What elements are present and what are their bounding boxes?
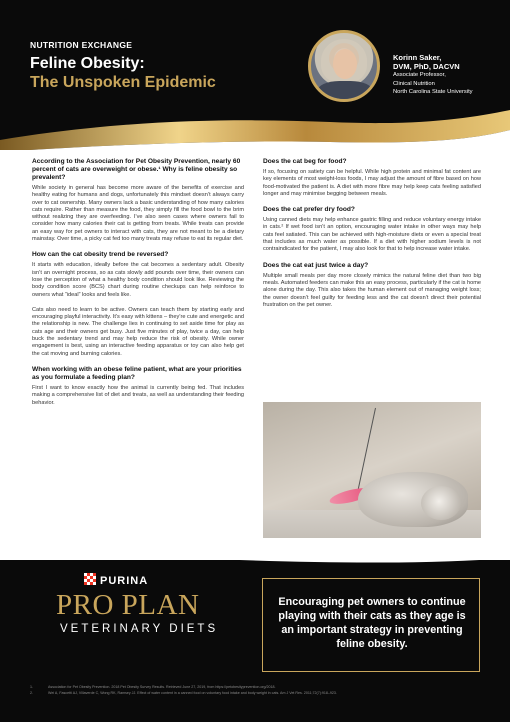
cat-head: [421, 486, 461, 520]
answer-5: Using canned diets may help enhance gastric filling and reduce voluntary energy intake in cats.² If wet food isn’t an option, encouraging water intake in other ways may help cats feel satiated. This can be achieved with high-moisture diets or even a special treat that includes as much water as possible. If a diet with higher sodium levels is not contraindicated for the patient, I may also look for that to help increase water intake.: [263, 217, 481, 253]
page-title-line2: The Unspoken Epidemic: [30, 74, 216, 91]
answer-3: First I want to know exactly how the animal is currently being fed. That includes making a comprehensive list of diet and treats, as well as understanding their feeding behavior.: [32, 384, 244, 406]
cat-playing-photo: [263, 402, 481, 558]
checkerboard-icon: [84, 573, 96, 585]
question-5: Does the cat prefer dry food?: [263, 206, 355, 214]
author-name-line1: Korinn Saker,: [393, 53, 442, 62]
question-1: According to the Association for Pet Obesity Prevention, nearly 60 percent of cats are overweight or obese.¹ Why is feline obesity so prevalent?: [32, 158, 241, 181]
author-info: [393, 71, 505, 97]
answer-1: While society in general has become more aware of the benefits of exercise and healthy eating for humans and dogs, unfortunately this mindset doesn’t always carry over to cat ownership. Many owners lack a basic understanding of how many calories cats require. Rather than measure the food, they simply fill the food bowl to the brim without realizing they are overfeeding. I’ve also seen cases where owners fail to consider how many calories their cat is getting from treats. While treats can provide an easy way for pet owners to interact with cats, they are not meant to be a dietary mainstay. Over time, a picky cat fed too many treats may refuse to eat its regular diet.: [32, 185, 244, 243]
footnote-2-text: Wei A, Fascetti AJ, Villaverde C, Wong RK, Ramsey JJ. Effect of water content in a canned food on voluntary food intake and body weight in cats. Am J Vet Res. 2011;72(7):918–923.: [48, 691, 337, 695]
callout-box: [262, 578, 480, 672]
callout-text: Encouraging pet owners to continue playing with their cats as they age is an important strategy in preventing feline obesity.: [278, 596, 466, 650]
footnote-1-number: 1.: [30, 685, 33, 689]
author-institution: North Carolina State University: [393, 89, 473, 95]
page-title-line1: Feline Obesity:: [30, 55, 145, 72]
footnotes: [30, 684, 490, 696]
author-avatar: [308, 30, 380, 102]
question-3: When working with an obese feline patient, what are your priorities as you formulate a feeding plan?: [32, 365, 242, 381]
footnote-2-number: 2.: [30, 691, 33, 695]
footnote-1-text: Association for Pet Obesity Prevention. 2018 Pet Obesity Survey Results. Retrieved June 27, 2019, from https://petobesityprevention.org/2018.: [48, 685, 276, 689]
veterinary-diets-wordmark: VETERINARY DIETS: [60, 623, 219, 635]
author-name: [393, 53, 460, 71]
left-column: [32, 158, 244, 415]
answer-2b: Cats also need to learn to be active. Owners can teach them by starting early and encouraging playful interactivity. It’s easy with kittens – they’re cute and energetic and the relationship is new. The challenge lies in continuing to set aside time for play as cats age and their owners get busy. Just five minutes of play, twice a day, can help buck the sedentary trend and may help reduce the risk of obesity. While owner engagement is best, using an interactive feeding apparatus or toy can also help get the cat moving and burning calories.: [32, 306, 244, 357]
question-4: Does the cat beg for food?: [263, 158, 347, 165]
purina-pro-plan-logo: [40, 555, 240, 655]
proplan-wordmark: PRO PLAN: [56, 589, 200, 621]
right-column: [263, 158, 481, 317]
answer-6: Multiple small meals per day more closely mimics the natural feline diet than two big meals. Automated feeders can make this an easy process, particularly if the cat is home alone during the day. This also takes the human element out of managing weight loss; the owner doesn’t feel guilty for feeding less and the cat doesn’t direct their potential frustration on the pet owner.: [263, 272, 481, 308]
answer-4: If so, focusing on satiety can be helpful. While high protein and minimal fat content are key elements of most weight-loss foods, I may adjust the amount of fibre based on how food-motivated the patient is. A diet with more fibre may help keep cats feeling satisfied longer and may minimise begging between meals.: [263, 169, 481, 197]
author-name-line2: DVM, PhD, DACVN: [393, 62, 460, 71]
author-title2: Clinical Nutrition: [393, 80, 435, 87]
question-2: How can the cat obesity trend be reversed?: [32, 251, 169, 259]
answer-2: It starts with education, ideally before the cat becomes a sedentary adult. Obesity isn’t an overnight process, so as cats slowly add pounds over time, their owners can lose the perception of what a healthy body condition should look like. Reviewing the body condition score (BCS) chart during routine checkups can help reinforce to owners what “ideal” looks and feels like.: [32, 262, 244, 298]
question-6: Does the cat eat just twice a day?: [263, 261, 369, 269]
kicker: NUTRITION EXCHANGE: [30, 40, 133, 50]
avatar-face: [333, 49, 357, 79]
author-title1: Associate Professor,: [393, 72, 446, 78]
footnote-2: [30, 690, 490, 696]
avatar-body: [317, 81, 373, 102]
purina-wordmark: PURINA: [100, 575, 149, 587]
